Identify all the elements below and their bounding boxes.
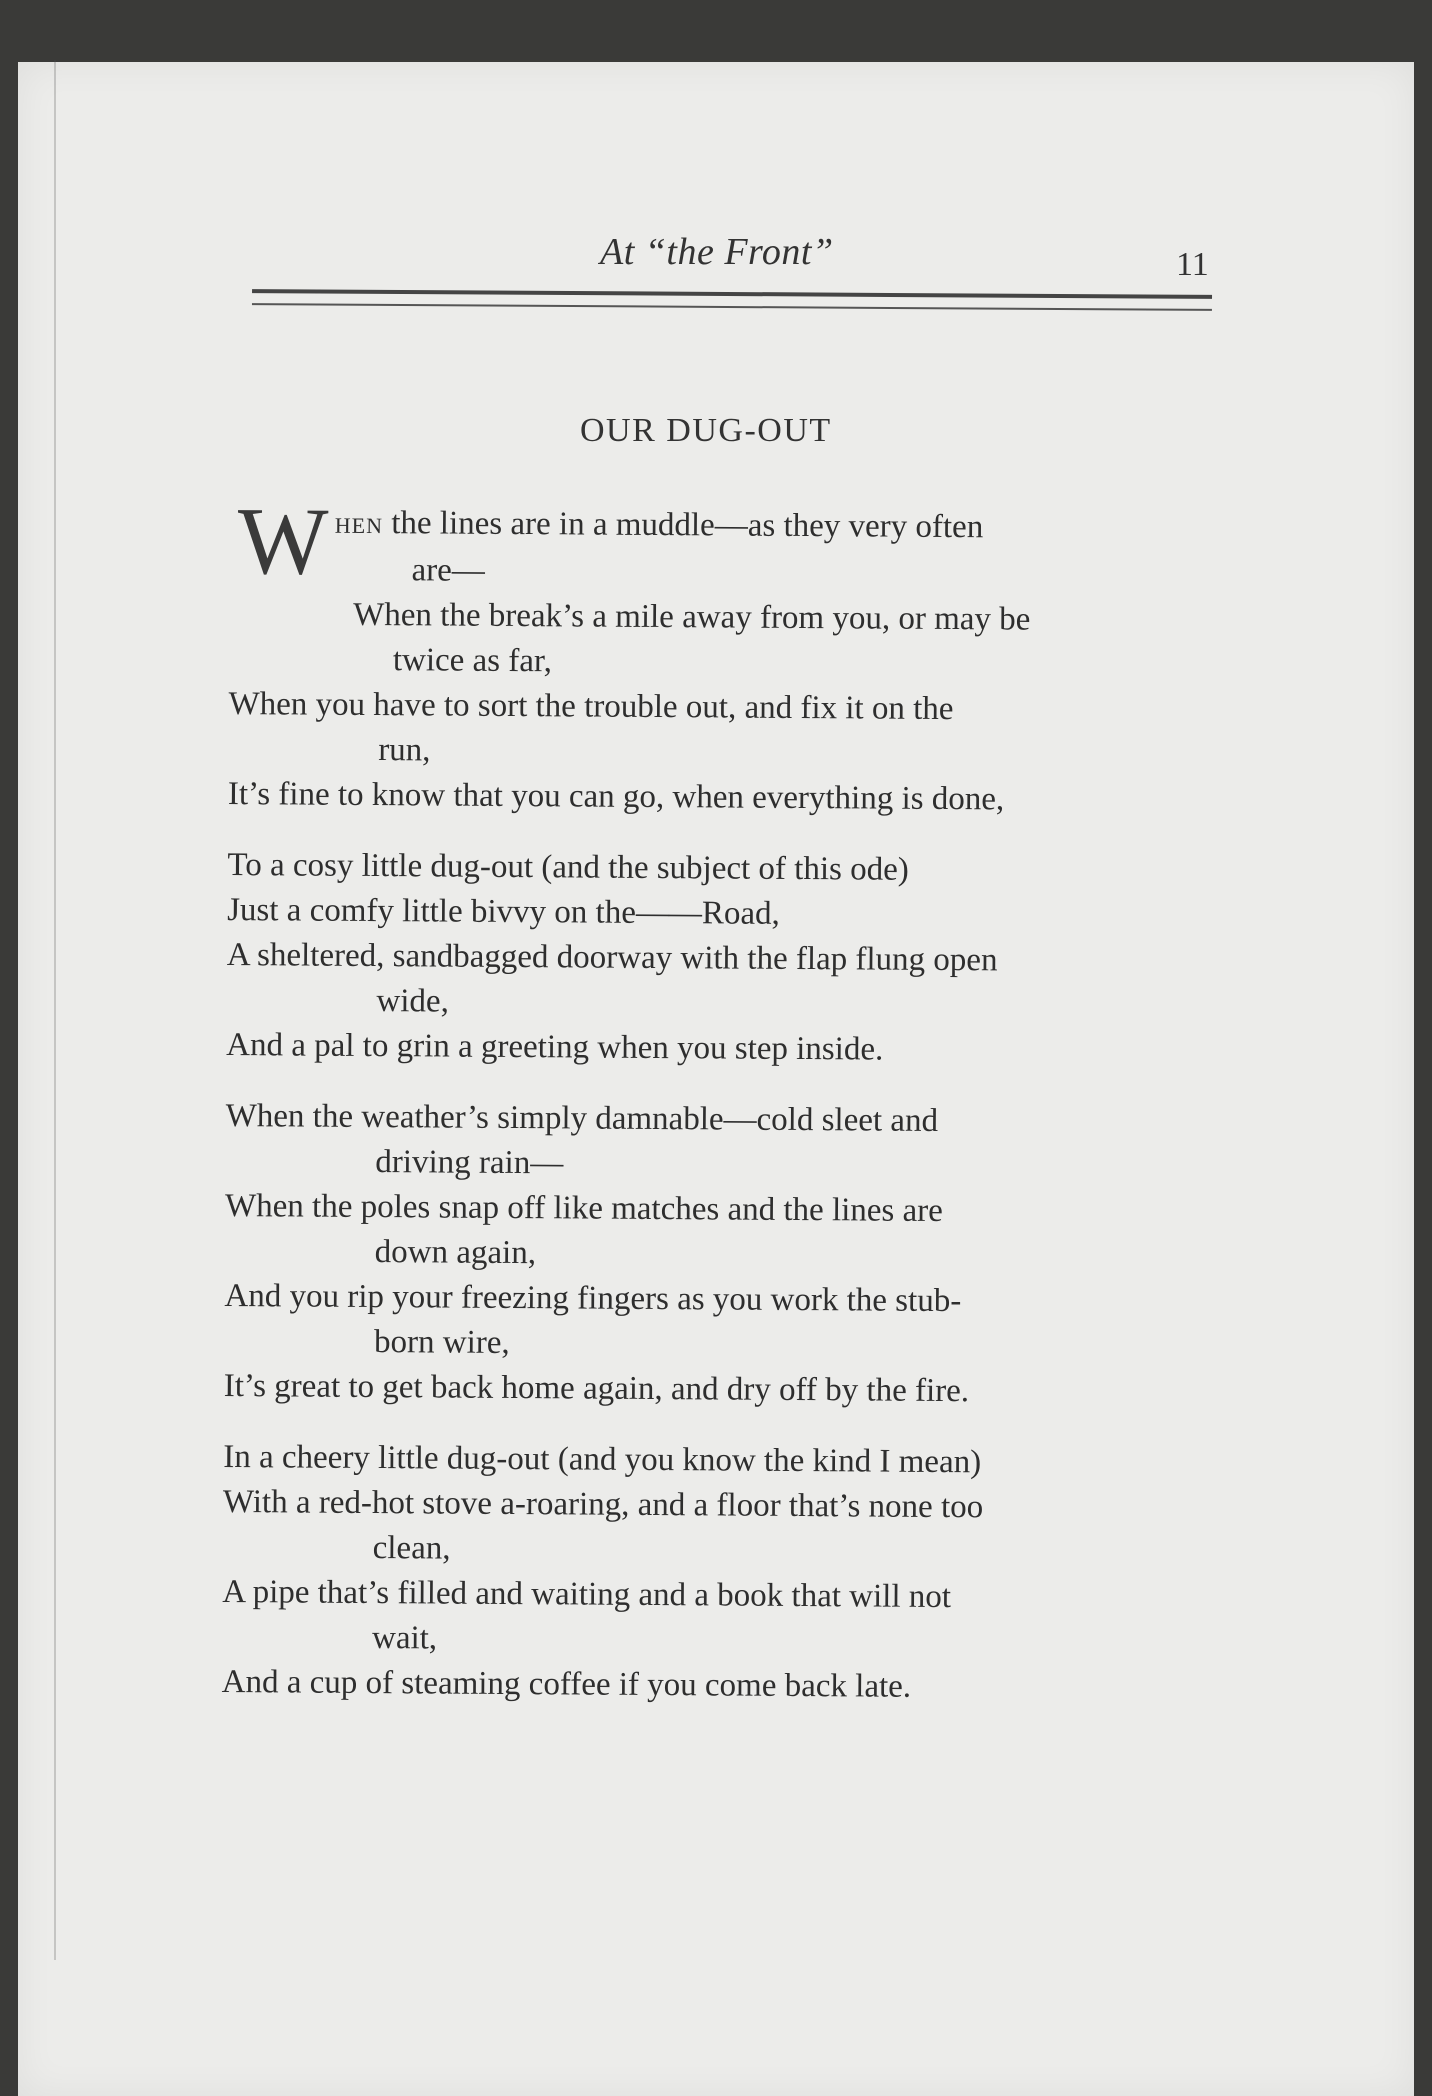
poem-line: In a cheery little dug-out (and you know the kind I mean) <box>223 1438 982 1481</box>
poem-line-continuation: down again, <box>374 1234 537 1272</box>
poem-line: A sheltered, sandbagged doorway with the flap flung open <box>226 936 998 979</box>
poem-line: When you have to sort the trouble out, and fix it on the <box>228 685 954 728</box>
line-text: the lines are in a muddle—as they very often <box>391 505 984 546</box>
page-number: 11 <box>1176 246 1209 283</box>
poem-line: And a cup of steaming coffee if you come back late. <box>221 1663 912 1705</box>
poem-line: When the weather’s simply damnable—cold sleet and <box>225 1097 939 1139</box>
poem-line: With a red-hot stove a-roaring, and a floor that’s none too <box>222 1483 984 1526</box>
stanza <box>222 1435 1204 1712</box>
stanza <box>226 843 1208 1075</box>
poem-line: Just a comfy little bivvy on the——Road, <box>227 891 780 932</box>
poem-line: It’s great to get back home again, and dry off by the fire. <box>223 1367 970 1410</box>
page-gutter <box>54 60 78 1960</box>
running-title: At “the Front” <box>600 231 834 273</box>
poem-line-continuation: driving rain— <box>375 1144 564 1182</box>
stanza <box>227 487 1210 824</box>
poem-line-continuation: twice as far, <box>392 642 553 680</box>
poem-line: When the poles snap off like matches and the lines are <box>224 1187 944 1229</box>
stanza <box>224 1094 1206 1416</box>
poem-line-continuation: born wire, <box>373 1324 510 1361</box>
drop-cap: W <box>237 487 329 595</box>
poem-line: A pipe that’s filled and waiting and a book that will not <box>222 1573 952 1616</box>
poem-line: When the break’s a mile away from you, or may be <box>353 596 1031 638</box>
poem-line: And you rip your freezing fingers as you work the stub- <box>224 1277 962 1320</box>
poem-line-continuation: clean, <box>372 1530 451 1567</box>
poem-line-continuation: run, <box>378 732 431 769</box>
poem-line-continuation: wide, <box>376 983 450 1020</box>
poem-line: It’s fine to know that you can go, when everything is done, <box>227 775 1005 818</box>
poem-title: OUR DUG-OUT <box>580 412 832 449</box>
poem-line: To a cosy little dug-out (and the subject of this ode) <box>227 846 909 888</box>
poem-line <box>230 487 1210 595</box>
poem-line: And a pal to grin a greeting when you step inside. <box>226 1026 884 1068</box>
poem-line-continuation: are— <box>411 552 485 589</box>
poem-body <box>221 487 1210 1738</box>
first-word-smallcaps: HEN <box>334 512 384 539</box>
poem-line-continuation: wait, <box>371 1620 438 1657</box>
